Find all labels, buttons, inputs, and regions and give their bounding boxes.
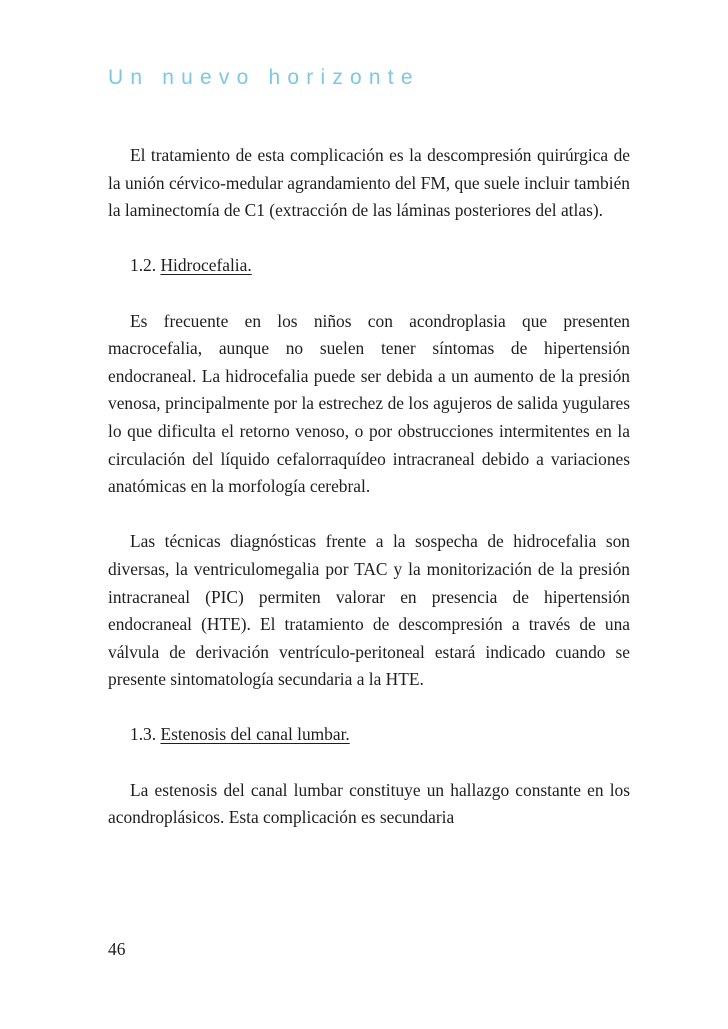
section-title: Estenosis del canal lumbar. — [160, 724, 350, 745]
running-title: Un nuevo horizonte — [108, 66, 420, 89]
section-title: Hidrocefalia. — [160, 255, 252, 276]
paragraph: La estenosis del canal lumbar constituye un hallazgo constante en los acondroplásicos. Esta complicación es secundaria — [108, 779, 630, 828]
paragraph: Las técnicas diagnósticas frente a la sospecha de hidrocefalia son diversas, la ventriculomegalia por TAC y la monitorización de la presión intracraneal (PIC) permiten valorar en presencia de hipertensión endocraneal (HTE). El tratamiento de descompresión a través de una válvula de derivación ventrículo-peritoneal estará indicado cuando se presente sintomatología secundaria a la HTE. — [108, 531, 630, 690]
section-number: 1.3. — [130, 724, 157, 745]
section-heading-hidrocefalia — [108, 252, 630, 280]
body-text — [108, 142, 630, 832]
paragraph: Es frecuente en los niños con acondroplasia que presenten macrocefalia, aunque no suelen tener síntomas de hipertensión endocraneal. La hidrocefalia puede ser debida a un aumento de la presión venosa, principalmente por la estrechez de los agujeros de salida yugulares lo que dificulta el retorno venoso, o por obstrucciones intermitentes en la circulación del líquido cefalorraquídeo intracraneal debido a variaciones anatómicas en la morfología cerebral. — [108, 310, 630, 497]
page-number: 46 — [108, 939, 126, 959]
section-number: 1.2. — [130, 255, 157, 276]
section-heading-estenosis — [108, 721, 630, 749]
paragraph: El tratamiento de esta complicación es la descompresión quirúrgica de la unión cérvico-medular agrandamiento del FM, que suele incluir también la laminectomía de C1 (extracción de las láminas posteriores del atlas). — [108, 145, 630, 221]
